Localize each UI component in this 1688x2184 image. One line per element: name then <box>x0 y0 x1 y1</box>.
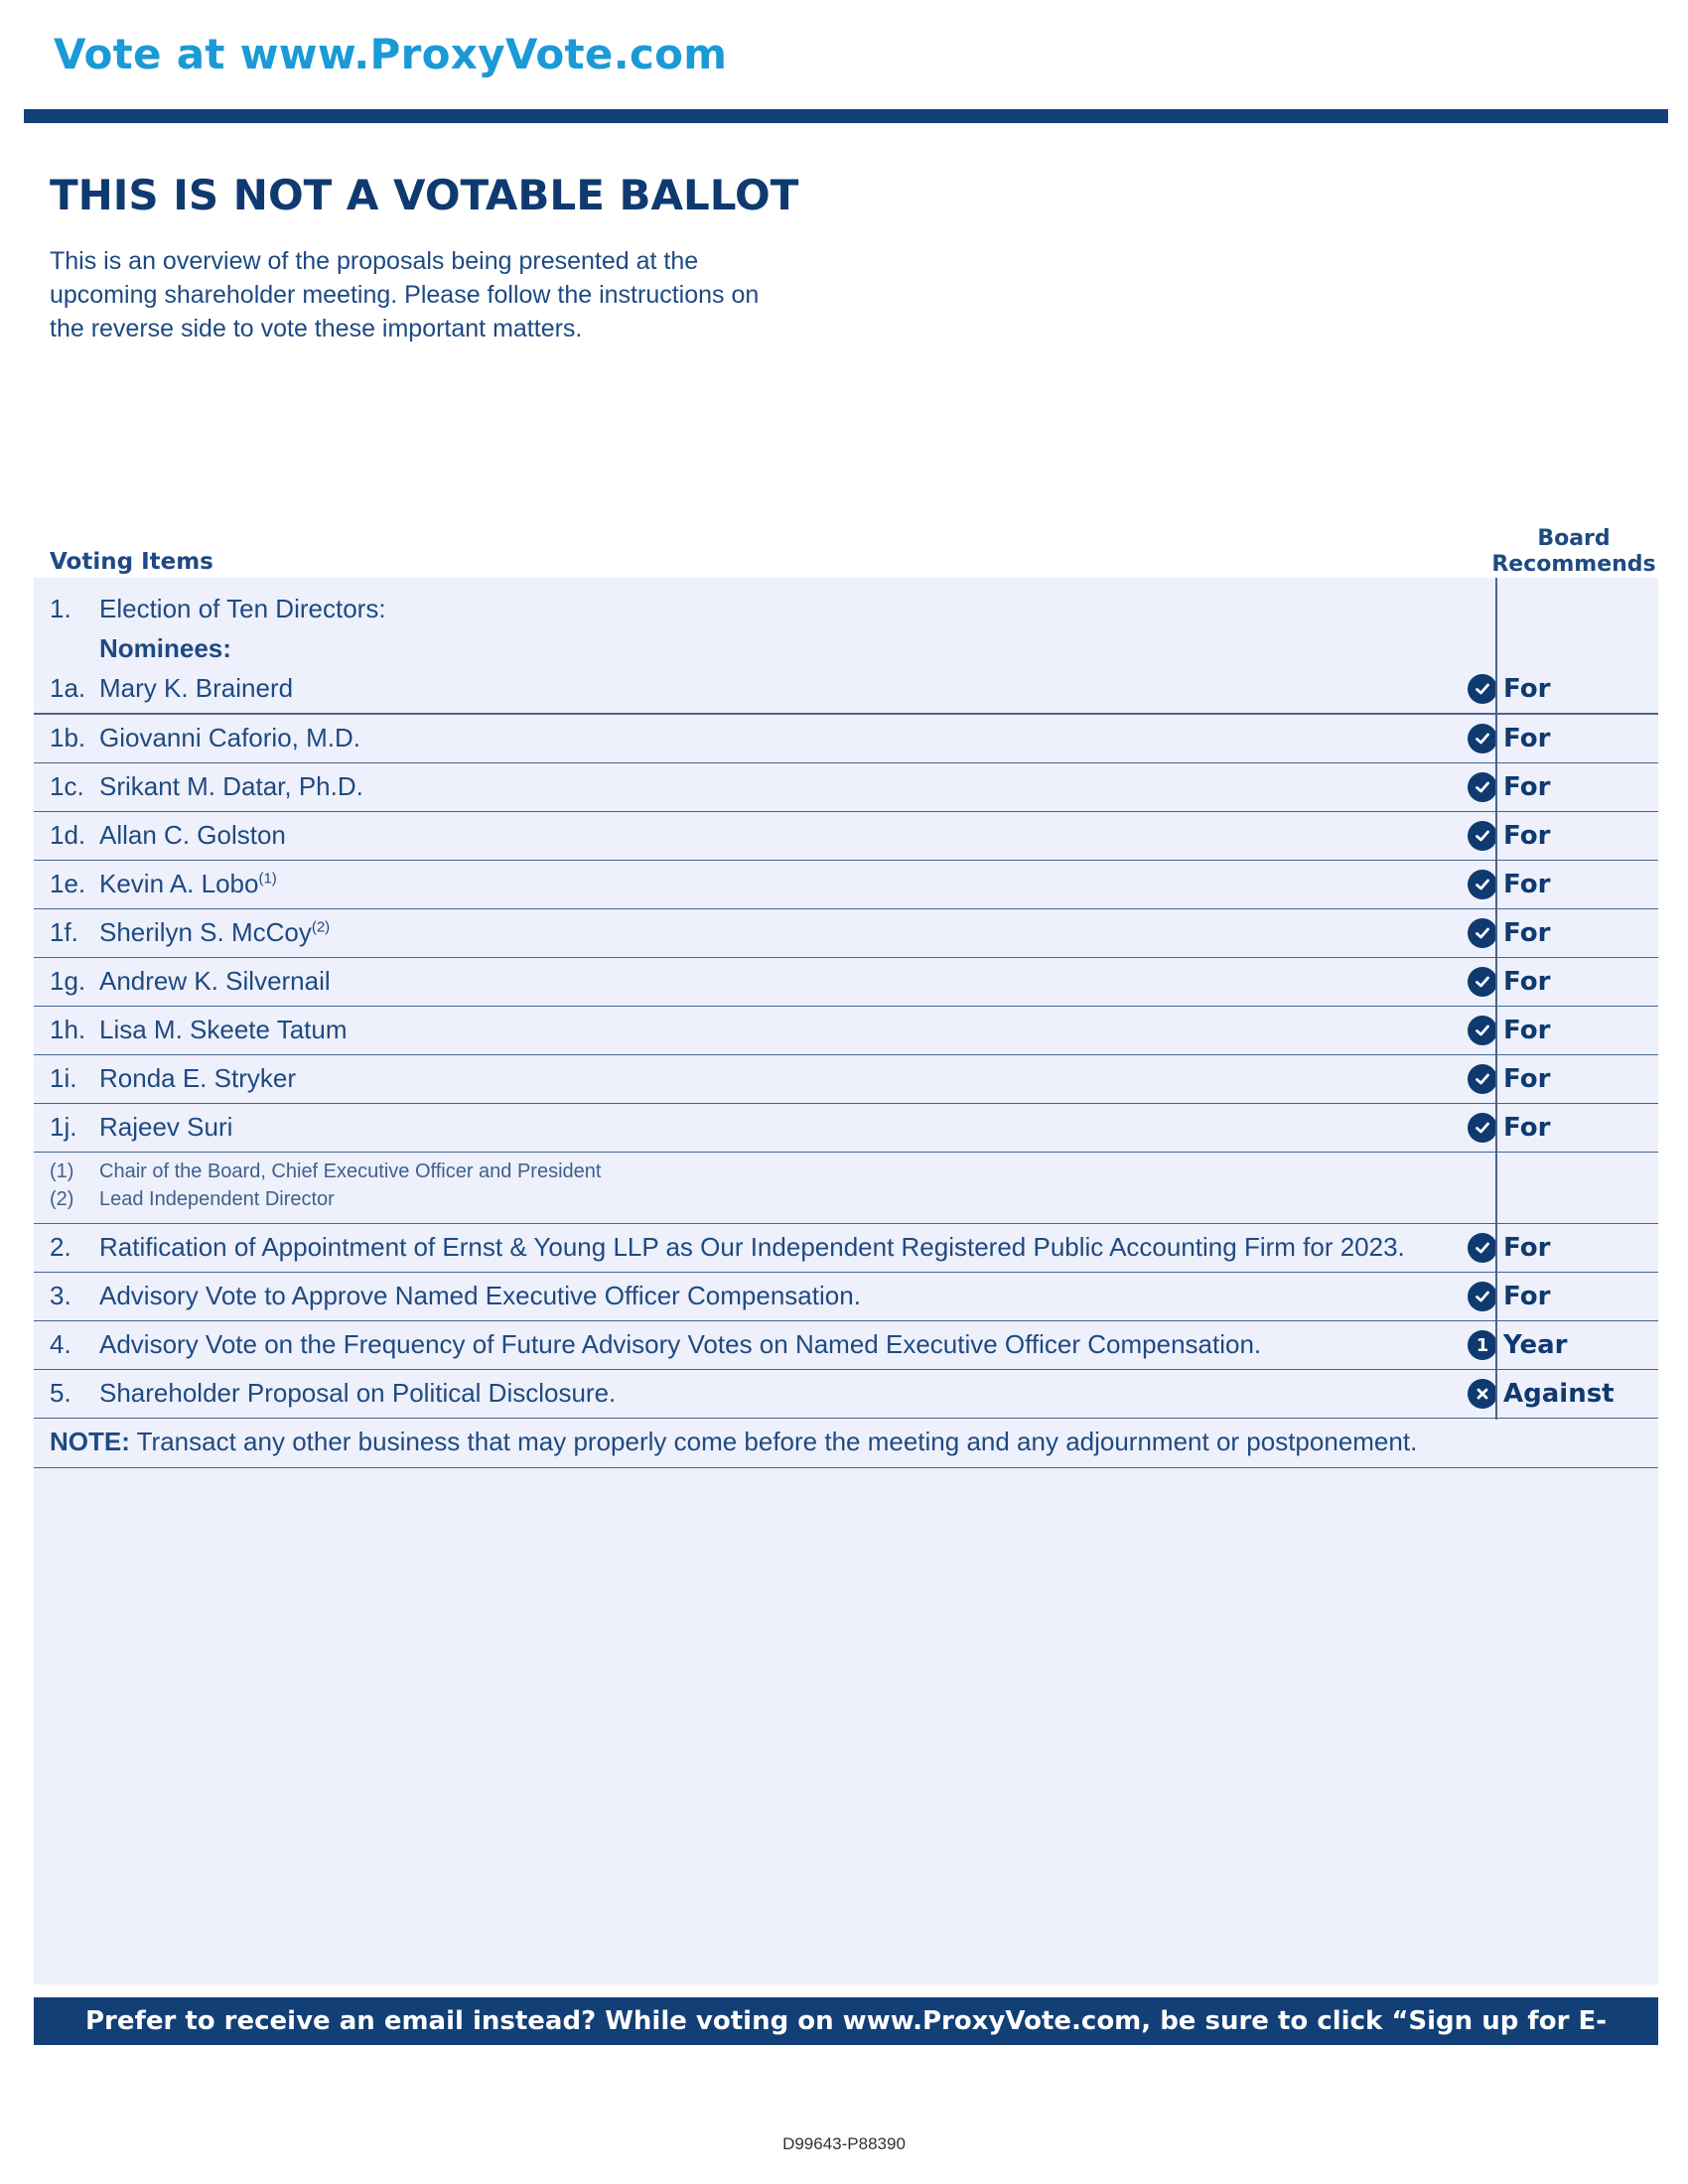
nominee-name <box>99 869 277 899</box>
item-number: 1. <box>50 594 71 623</box>
check-circle-icon <box>1468 1064 1497 1094</box>
nominee-name <box>99 1112 232 1143</box>
proposal-row <box>34 1321 1658 1370</box>
recommendation <box>1468 1279 1550 1314</box>
recommendation-label: For <box>1503 772 1551 802</box>
recommendation-label: For <box>1503 1233 1551 1263</box>
recommendation <box>1468 818 1550 854</box>
nominee-name-text: Kevin A. Lobo <box>99 869 259 898</box>
recommendation <box>1468 1376 1615 1412</box>
document-code: D99643-P88390 <box>782 2134 906 2153</box>
intro-line-2: upcoming shareholder meeting. Please follow the instructions on <box>50 281 760 309</box>
nominee-number: 1i. <box>50 1063 77 1093</box>
recommendation <box>1468 915 1550 951</box>
nominees-label: Nominees: <box>99 633 231 663</box>
recommendation <box>1468 1327 1567 1363</box>
nominee-number: 1h. <box>50 1015 86 1044</box>
proposal-text: Advisory Vote to Approve Named Executive Officer Compensation. <box>99 1281 861 1310</box>
nominee-name-text: Ronda E. Stryker <box>99 1063 296 1093</box>
check-circle-icon <box>1468 967 1497 997</box>
recommendation <box>1468 1061 1550 1097</box>
nominee-number: 1g. <box>50 966 86 996</box>
footnote-text: Lead Independent Director <box>99 1188 335 1210</box>
header-rule <box>24 109 1668 123</box>
check-circle-icon <box>1468 1233 1497 1263</box>
check-circle-icon <box>1468 772 1497 802</box>
recommendation-column-divider <box>1495 578 1497 1420</box>
nominee-row <box>34 909 1658 958</box>
check-circle-icon <box>1468 674 1497 704</box>
recommendation-label: For <box>1503 1282 1551 1311</box>
recommendation-label: For <box>1503 821 1551 851</box>
proposal-row <box>34 1273 1658 1321</box>
nominee-row <box>34 861 1658 909</box>
nominee-name-text: Lisa M. Skeete Tatum <box>99 1015 348 1044</box>
nominee-number: 1j. <box>50 1112 77 1142</box>
proposal-text: Shareholder Proposal on Political Disclosure. <box>99 1378 617 1408</box>
nominee-name-text: Rajeev Suri <box>99 1112 233 1142</box>
nominee-name <box>99 820 286 851</box>
nominee-row <box>34 763 1658 812</box>
nominee-name-text: Allan C. Golston <box>99 820 286 850</box>
recommendation <box>1468 1230 1550 1266</box>
nominee-name <box>99 771 363 802</box>
recommendation-label: For <box>1503 724 1551 753</box>
recommendation <box>1468 671 1550 707</box>
recommendation-label: Year <box>1503 1330 1568 1360</box>
recommendation-label: For <box>1503 870 1551 899</box>
nominee-name <box>99 1063 296 1094</box>
recommendation <box>1468 867 1550 902</box>
nominee-number: 1f. <box>50 917 78 947</box>
footnote-text: Chair of the Board, Chief Executive Officer and President <box>99 1160 602 1182</box>
recommendation-label: Against <box>1503 1379 1615 1409</box>
nominee-row <box>34 1055 1658 1104</box>
recommendation-label: For <box>1503 918 1551 948</box>
nominee-row <box>34 578 1658 715</box>
footnote-mark: (1) <box>50 1160 74 1182</box>
note-body: Transact any other business that may properly come before the meeting and any adjournment or postponement. <box>129 1427 1418 1456</box>
check-circle-icon <box>1468 918 1497 948</box>
recommendation-label: For <box>1503 1113 1551 1143</box>
nominee-name-text: Giovanni Caforio, M.D. <box>99 723 360 752</box>
nominee-number: 1a. <box>50 673 86 703</box>
nominee-number: 1c. <box>50 771 84 801</box>
recommends-label: Recommends <box>1491 552 1656 577</box>
check-circle-icon <box>1468 821 1497 851</box>
intro-line-3: the reverse side to vote these important matters. <box>50 315 583 342</box>
proposal-text: Ratification of Appointment of Ernst & Young LLP as Our Independent Registered Public Accounting Firm for 2023. <box>99 1232 1405 1262</box>
check-circle-icon <box>1468 1282 1497 1311</box>
nominee-number: 1b. <box>50 723 86 752</box>
nominee-number: 1d. <box>50 820 86 850</box>
voting-items-header: Voting Items <box>50 549 213 575</box>
nominee-row <box>34 1007 1658 1055</box>
note-text <box>50 1427 1417 1457</box>
nominee-name-text: Srikant M. Datar, Ph.D. <box>99 771 363 801</box>
nominee-name <box>99 723 360 753</box>
proposal-number: 5. <box>50 1378 71 1408</box>
nominee-footnote-mark: (1) <box>258 870 277 887</box>
proposal-row <box>34 1370 1658 1419</box>
nominee-name-text: Sherilyn S. McCoy <box>99 917 312 947</box>
nominee-name <box>99 966 331 997</box>
proxyvote-link[interactable]: Vote at www.ProxyVote.com <box>54 30 728 78</box>
nominee-footnote-mark: (2) <box>311 918 331 936</box>
recommendation-label: For <box>1503 1016 1551 1045</box>
recommendation <box>1468 721 1550 756</box>
recommendation-label: For <box>1503 1064 1551 1094</box>
item-text: Election of Ten Directors: <box>99 594 386 623</box>
page-title: THIS IS NOT A VOTABLE BALLOT <box>50 171 799 219</box>
nominee-row <box>34 715 1658 763</box>
edelivery-banner: Prefer to receive an email instead? While voting on www.ProxyVote.com, be sure to click “Sign up for E-delivery”. <box>34 1997 1658 2045</box>
recommendation <box>1468 964 1550 1000</box>
board-label: Board <box>1537 526 1611 551</box>
one-circle-icon: 1 <box>1468 1330 1497 1360</box>
check-circle-icon <box>1468 1016 1497 1045</box>
nominee-row <box>34 958 1658 1007</box>
recommendation <box>1468 1013 1550 1048</box>
footnotes-row <box>34 1153 1658 1224</box>
recommendation-label: For <box>1503 967 1551 997</box>
board-recommends-header <box>1489 526 1658 578</box>
nominee-name <box>99 917 330 948</box>
x-circle-icon <box>1468 1379 1497 1409</box>
check-circle-icon <box>1468 870 1497 899</box>
recommendation-label: For <box>1503 674 1551 704</box>
proposal-number: 4. <box>50 1329 71 1359</box>
row-divider <box>34 713 1658 715</box>
intro-line-1: This is an overview of the proposals being presented at the <box>50 247 699 275</box>
nominee-row <box>34 1104 1658 1153</box>
nominee-name <box>99 673 293 704</box>
proposal-number: 3. <box>50 1281 71 1310</box>
intro-text <box>50 244 844 345</box>
nominee-name-text: Mary K. Brainerd <box>99 673 294 703</box>
recommendation <box>1468 769 1550 805</box>
recommendation <box>1468 1110 1550 1146</box>
proposal-text: Advisory Vote on the Frequency of Future Advisory Votes on Named Executive Officer Compensation. <box>99 1329 1262 1359</box>
nominee-name-text: Andrew K. Silvernail <box>99 966 331 996</box>
footnote-mark: (2) <box>50 1188 74 1210</box>
proposal-number: 2. <box>50 1232 71 1262</box>
check-circle-icon <box>1468 724 1497 753</box>
proposal-row <box>34 1224 1658 1273</box>
note-row <box>34 1419 1658 1468</box>
note-label: NOTE: <box>50 1427 130 1456</box>
check-circle-icon <box>1468 1113 1497 1143</box>
nominee-row <box>34 812 1658 861</box>
nominee-name <box>99 1015 348 1045</box>
nominee-number: 1e. <box>50 869 86 898</box>
